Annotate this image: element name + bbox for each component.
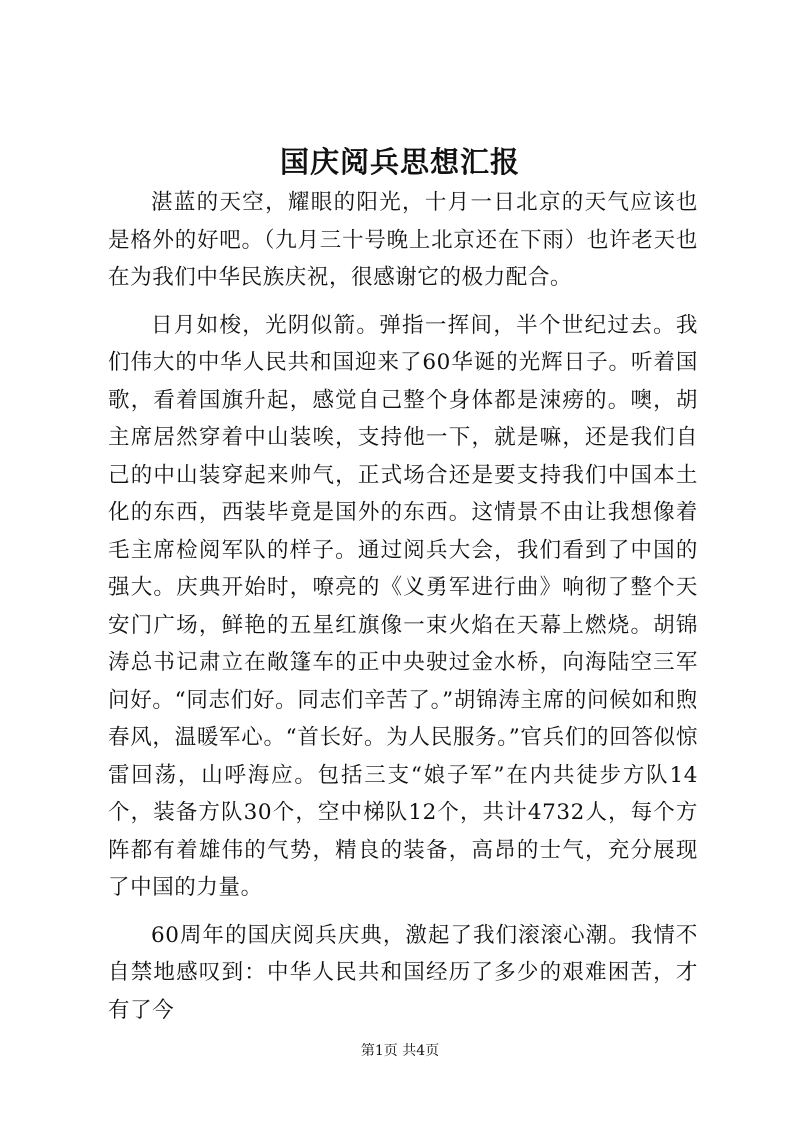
page-footer: 第1页 共4页 [360, 1043, 440, 1059]
document-title: 国庆阅兵思想汇报 [279, 145, 520, 179]
document-body [108, 184, 698, 1029]
paragraph-1: 湛蓝的天空，耀眼的阳光，十月一日北京的天气应该也是格外的好吧。（九月三十号晚上北京还在下雨）也许老天也在为我们中华民族庆祝，很感谢它的极力配合。 [108, 190, 698, 290]
paragraph-2: 日月如梭，光阴似箭。弹指一挥间，半个世纪过去。我们伟大的中华人民共和国迎来了60华诞的光辉日子。听着国歌，看着国旗升起，感觉自己整个身体都是涑痨的。噢，胡主席居然穿着中山装唉，支持他一下，就是嘛，还是我们自己的中山装穿起来帅气，正式场合还是要支持我们中国本土化的东西，西装毕竟是国外的东西。这情景不由让我想像着毛主席检阅军队的样子。通过阅兵大会，我们看到了中国的强大。庆典开始时，嘹亮的《义勇军进行曲》响彻了整个天安门广场，鲜艳的五星红旗像一束火焰在天幕上燃烧。胡锦涛总书记肃立在敞篷车的正中央驶过金水桥，向海陆空三军问好。“同志们好。同志们辛苦了。”胡锦涛主席的问候如和煦春风，温暖军心。“首长好。为人民服务。”官兵们的回答似惊雷回荡，山呼海应。包括三支“娘子军”在内共徒步方队14个，装备方队30个，空中梯队12个，共计4732人，每个方阵都有着雄伟的气势，精良的装备，高昂的士气，充分展现了中国的力量。 [108, 312, 698, 900]
paragraph-3: 60周年的国庆阅兵庆典，激起了我们滚滚心潮。我情不自禁地感叹到：中华人民共和国经历了多少的艰难困苦，才有了今 [108, 922, 698, 1023]
